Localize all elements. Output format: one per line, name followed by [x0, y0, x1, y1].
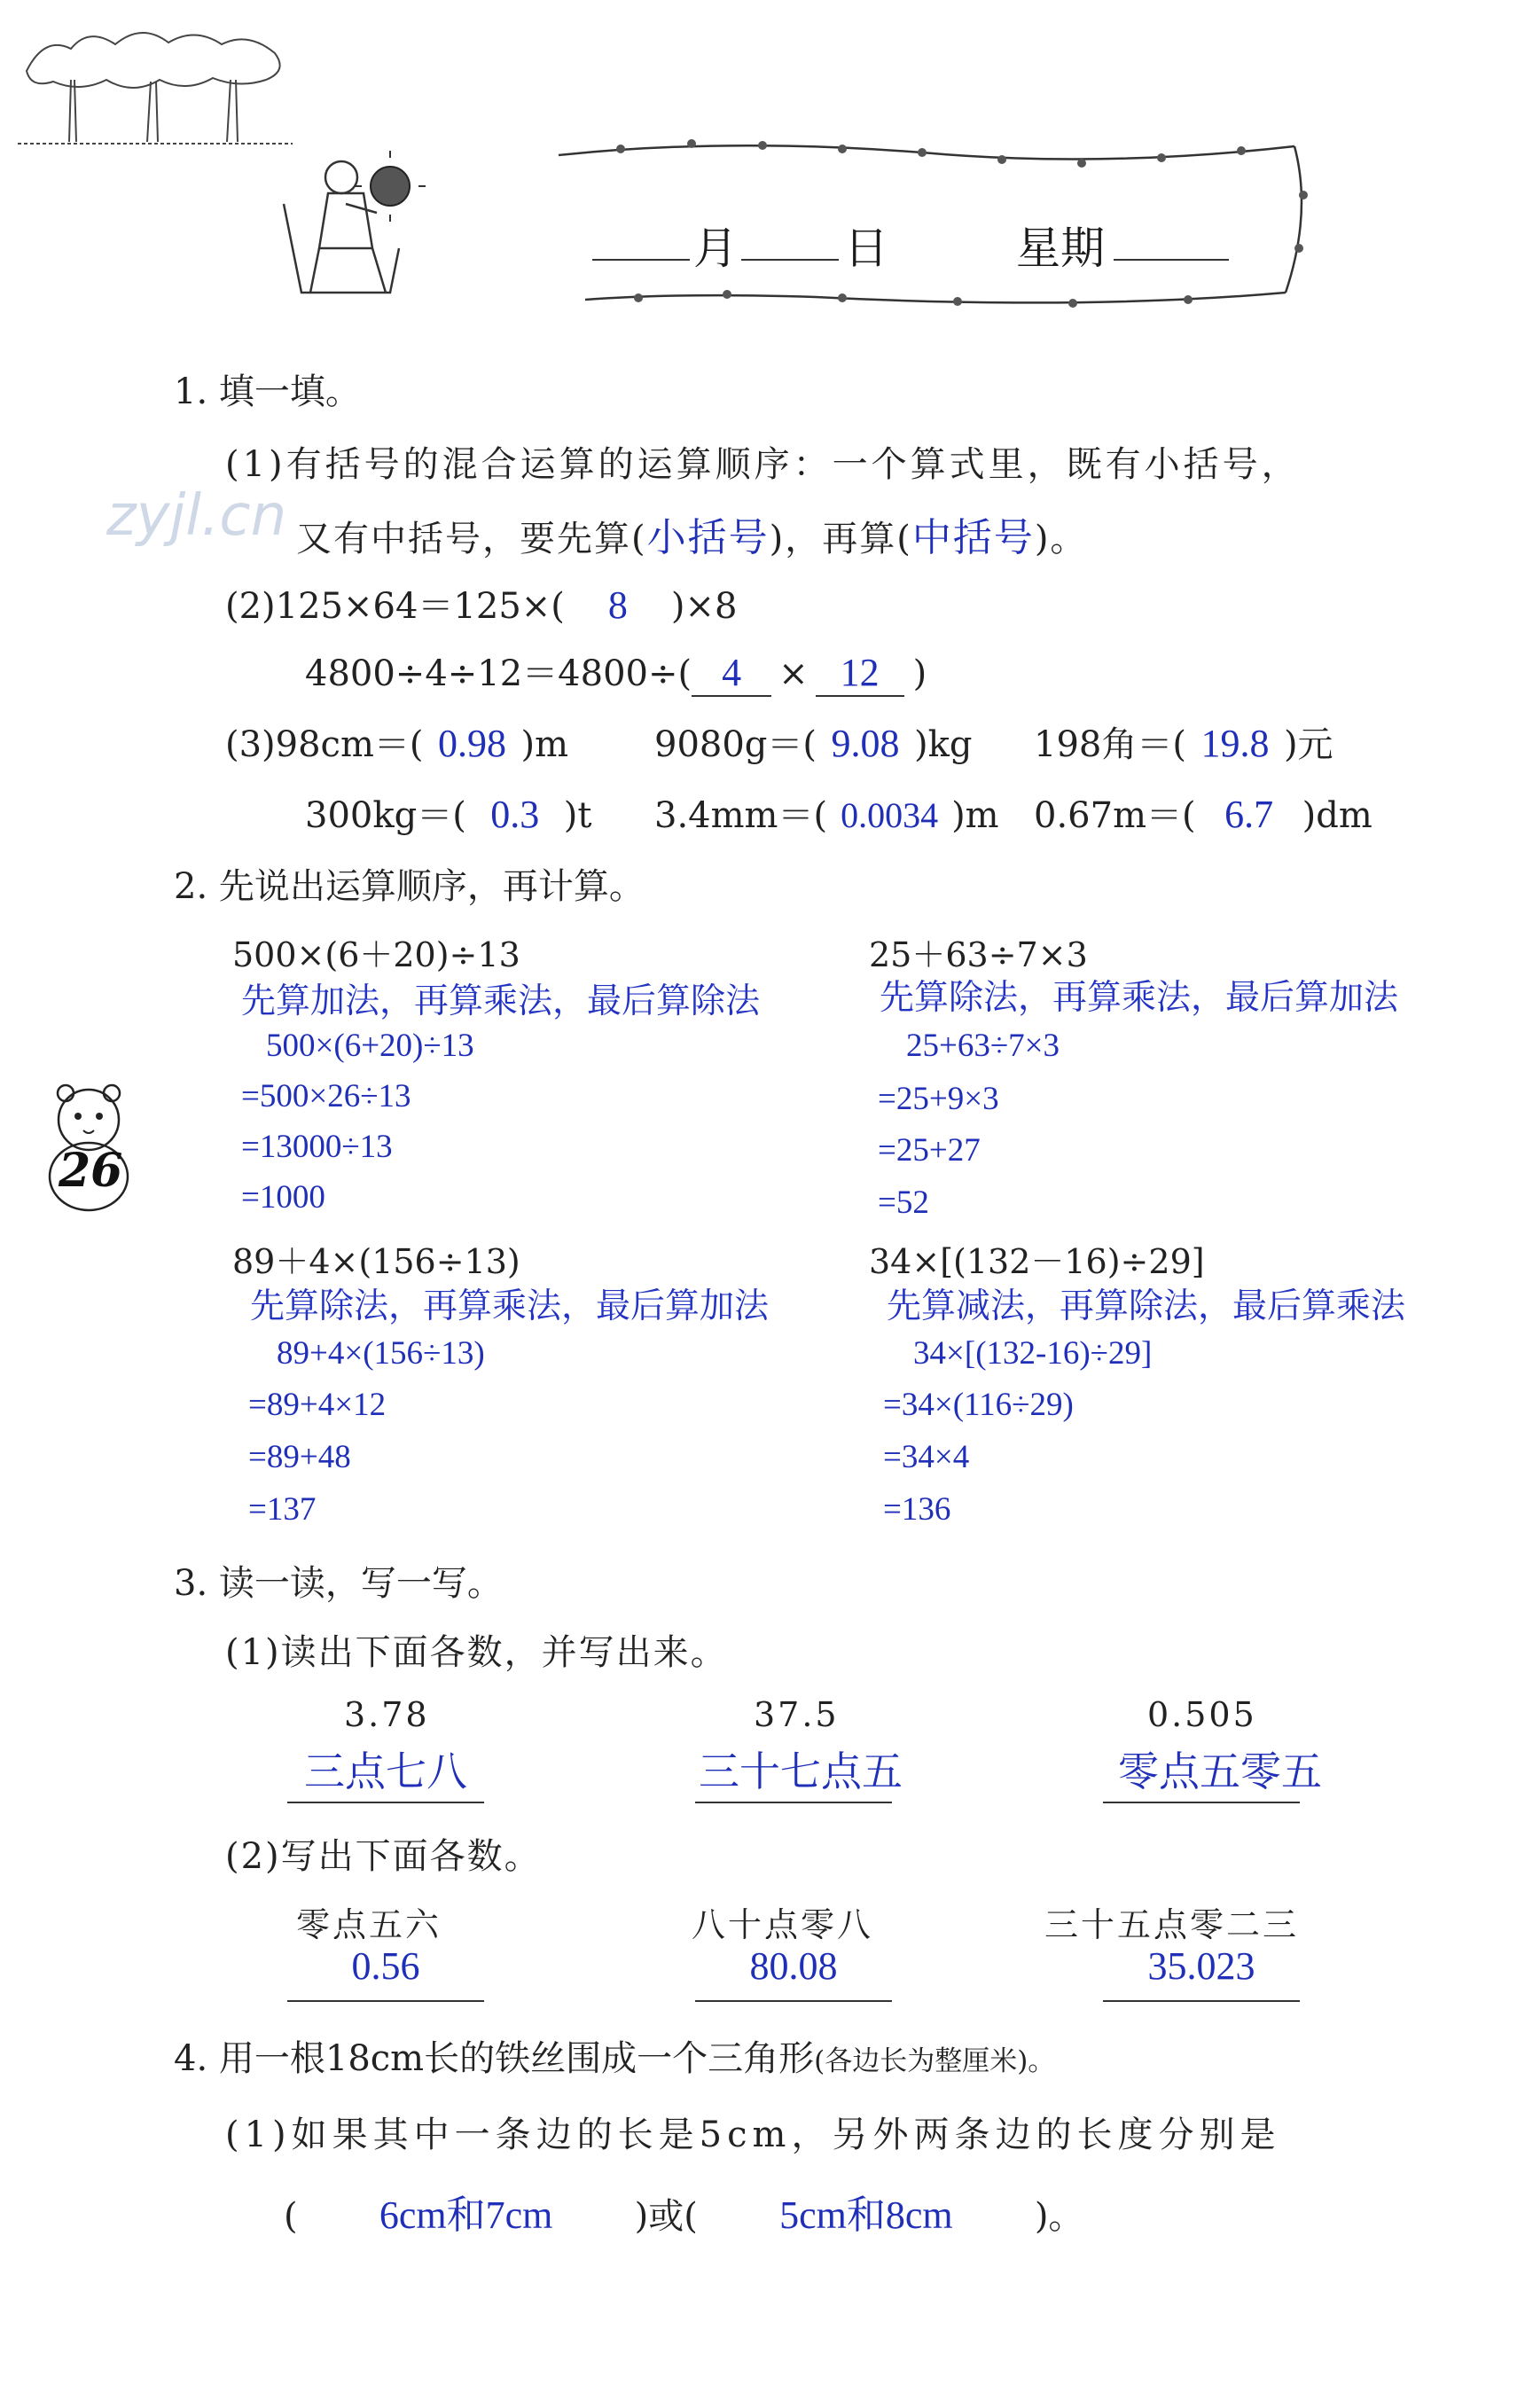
q2-problem-2-step-2: =25+9×3 [878, 1081, 999, 1117]
q4-part1-text: (1)如果其中一条边的长是5cm，另外两条边的长度分别是 [225, 2115, 1281, 2155]
q4-open-paren: ( [284, 2196, 298, 2237]
q3-read-answer-3: 零点五零五 [1118, 1747, 1322, 1795]
day-blank [741, 259, 839, 261]
q1-part2-line2-text-b: ) [912, 653, 927, 694]
month-label: 月 [693, 223, 738, 274]
q1-part3-item-6-post: )dm [1302, 795, 1372, 836]
q3-write-line-3 [1103, 2000, 1300, 2002]
watermark: zyjl.cn [106, 483, 287, 549]
q2-problem-3-step-3: =89+48 [248, 1439, 351, 1475]
q2-problem-4-step-4: =136 [883, 1491, 951, 1528]
q2-problem-3-step-1: 89+4×(156÷13) [277, 1335, 485, 1372]
q1-part3-item-5-pre: 3.4mm＝( [654, 795, 828, 836]
q1-part3-item-1-pre: (3)98cm＝( [225, 724, 424, 765]
q1-part3-item-5 [654, 787, 999, 838]
q1-part2-text-a: (2)125×64＝125×( [225, 586, 565, 627]
month-blank [592, 259, 690, 261]
q3-read-number-1: 3.78 [344, 1695, 430, 1734]
q1-part3-item-1-answer: 0.98 [438, 722, 506, 765]
q2-problem-4-step-3: =34×4 [883, 1439, 970, 1475]
q3-part2-title: (2)写出下面各数。 [225, 1836, 542, 1877]
q1-part3-item-2-post: )kg [914, 724, 973, 765]
q2-problem-1-step-2: =500×26÷13 [241, 1078, 411, 1114]
q3-read-answer-1: 三点七八 [304, 1747, 467, 1795]
day-label: 日 [844, 223, 888, 274]
q1-part3-item-3 [1034, 716, 1333, 767]
q2-problem-2-expression: 25＋63÷7×3 [869, 935, 1088, 974]
q2-problem-2-step-1: 25+63÷7×3 [906, 1028, 1060, 1064]
q3-read-line-2 [695, 1802, 892, 1803]
q1-part3-item-3-pre: 198角＝( [1034, 724, 1186, 765]
q4-answer-1: 6cm和7cm [379, 2193, 553, 2237]
q4-title-main: 4. 用一根18cm长的铁丝围成一个三角形 [174, 2038, 815, 2079]
q1-part3-item-6-pre: 0.67m＝( [1034, 795, 1196, 836]
q2-problem-1-step-3: =13000÷13 [241, 1129, 393, 1165]
q3-title: 3. 读一读，写一写。 [174, 1563, 503, 1604]
q1-part3-item-3-post: )元 [1283, 724, 1333, 765]
vine-border [550, 133, 1312, 319]
q1-part3-item-1-post: )m [520, 724, 569, 765]
q2-problem-2-order: 先算除法，再算乘法，最后算加法 [880, 978, 1399, 1018]
q3-read-line-3 [1103, 1802, 1300, 1803]
q2-problem-4-step-1: 34×[(132-16)÷29] [913, 1335, 1153, 1372]
q1-title: 1. 填一填。 [174, 371, 361, 412]
q1-part1-line1: (1)有括号的混合运算的运算顺序：一个算式里，既有小括号， [225, 444, 1301, 485]
q1-part2-text-b: )×8 [670, 586, 738, 627]
q4-close-text: )。 [1034, 2196, 1084, 2237]
q3-write-answer-1: 0.56 [351, 1944, 420, 1988]
q3-read-line-1 [287, 1802, 484, 1803]
week-label: 星期 [1016, 223, 1105, 274]
q2-problem-4-order: 先算减法，再算除法，最后算乘法 [887, 1286, 1406, 1326]
q1-part3-item-5-post: )m [951, 795, 999, 836]
page-number: 26 [59, 1144, 123, 1198]
q1-part1-text-b3: )。 [1034, 519, 1088, 559]
q1-part2-answer-1: 8 [607, 583, 628, 627]
q3-read-number-3: 0.505 [1147, 1695, 1257, 1734]
q4-part1-answer-line [284, 2183, 1083, 2240]
q3-write-answer-2: 80.08 [749, 1944, 838, 1988]
q1-part2-answer-3: 12 [816, 650, 904, 697]
q1-part2-line2-text-a: 4800÷4÷12＝4800÷( [305, 653, 692, 694]
q2-problem-1-step-1: 500×(6+20)÷13 [266, 1028, 474, 1064]
q2-problem-1-step-4: =1000 [241, 1179, 325, 1216]
q1-part1-text-b1: 又有中括号，要先算( [296, 519, 647, 559]
q3-write-answer-3: 35.023 [1147, 1944, 1255, 1988]
q3-write-words-3: 三十五点零二三 [1044, 1905, 1300, 1944]
q1-part3-item-6-answer: 6.7 [1224, 793, 1274, 836]
q1-part3-item-5-answer: 0.0034 [841, 795, 939, 835]
q1-part1-text-b2: )，再算( [769, 519, 912, 559]
q3-write-words-1: 零点五六 [296, 1905, 442, 1944]
q3-part1-title: (1)读出下面各数，并写出来。 [225, 1632, 728, 1673]
q2-problem-1-expression: 500×(6＋20)÷13 [232, 935, 520, 974]
q2-problem-4-step-2: =34×(116÷29) [883, 1387, 1074, 1423]
q4-answer-2: 5cm和8cm [779, 2193, 953, 2237]
q3-write-line-2 [695, 2000, 892, 2002]
q1-part2-line1 [225, 578, 737, 629]
q2-problem-3-step-2: =89+4×12 [248, 1387, 387, 1423]
q1-part3-item-4-pre: 300kg＝( [305, 795, 466, 836]
q3-write-line-1 [287, 2000, 484, 2002]
q2-problem-2-step-3: =25+27 [878, 1132, 981, 1169]
q4-title [174, 2030, 1055, 2081]
q2-problem-1-order: 先算加法，再算乘法，最后算除法 [241, 981, 761, 1021]
q2-problem-2-step-4: =52 [878, 1184, 929, 1221]
q3-read-answer-2: 三十七点五 [699, 1747, 903, 1795]
q1-part3-item-1 [225, 716, 568, 767]
q1-part1-line2 [296, 505, 1087, 562]
q2-title: 2. 先说出运算顺序，再计算。 [174, 866, 645, 907]
q1-part3-item-3-answer: 19.8 [1200, 722, 1270, 765]
q1-part2-line2 [305, 645, 927, 697]
q4-middle-text: )或( [634, 2196, 698, 2237]
q1-part3-item-6 [1034, 787, 1372, 838]
q1-part2-times: × [778, 653, 809, 694]
q1-part3-item-2-pre: 9080g＝( [654, 724, 817, 765]
q1-part2-answer-2: 4 [692, 650, 771, 697]
q2-problem-4-expression: 34×[(132－16)÷29] [869, 1242, 1205, 1281]
q1-part3-item-4 [305, 787, 591, 838]
q1-part3-item-2-answer: 9.08 [831, 722, 900, 765]
q3-write-words-2: 八十点零八 [692, 1905, 874, 1944]
q1-part3-item-4-answer: 0.3 [490, 793, 540, 836]
girl-on-chair-illustration [266, 151, 426, 306]
q2-problem-3-expression: 89＋4×(156÷13) [232, 1242, 520, 1281]
tree-illustration [18, 18, 293, 151]
q4-title-note: (各边长为整厘米)。 [814, 2045, 1056, 2077]
q1-part1-answer-1: 小括号 [646, 515, 770, 560]
q2-problem-3-order: 先算除法，再算乘法，最后算加法 [250, 1286, 770, 1326]
q1-part3-item-2 [654, 716, 972, 767]
q2-problem-3-step-4: =137 [248, 1491, 317, 1528]
week-blank [1114, 259, 1229, 261]
q1-part3-item-4-post: )t [563, 795, 592, 836]
q1-part1-answer-2: 中括号 [911, 515, 1035, 560]
q3-read-number-2: 37.5 [754, 1695, 840, 1734]
